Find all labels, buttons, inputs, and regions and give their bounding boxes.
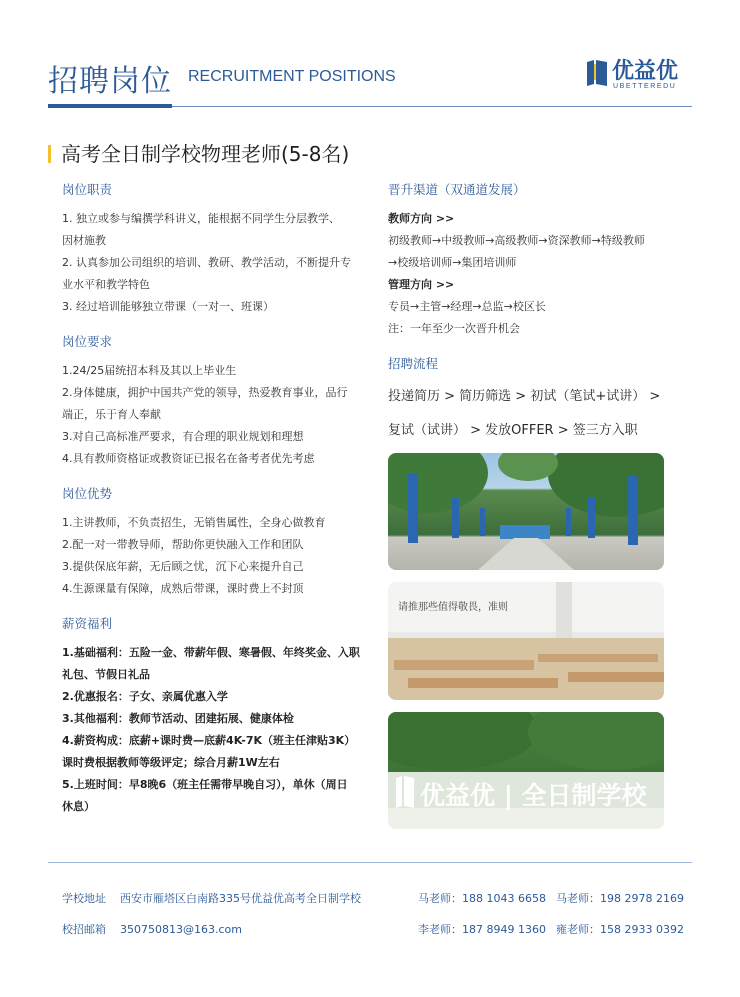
process-line: 复试（试讲） > 发放OFFER > 签三方入职 — [388, 423, 638, 438]
process-section — [388, 354, 688, 446]
classroom-wall-text: 请推那些值得敬畏，准则 — [398, 602, 508, 613]
logo-mark-icon — [586, 58, 608, 88]
manage-track-line: 专员→主管→经理→总监→校区长 — [388, 300, 546, 313]
requirements-line: 2.身体健康，拥护中国共产党的领导，热爱教育事业，品行 — [62, 386, 348, 399]
manage-track-line: 注：一年至少一次晋升机会 — [388, 322, 520, 335]
process-heading: 招聘流程 — [388, 356, 439, 371]
logo-text: 优益优 — [612, 59, 679, 84]
contact-phone[interactable]: 李老师：187 8949 1360 — [418, 923, 546, 936]
teacher-track-heading: 教师方向 >> — [388, 212, 455, 225]
address-value: 西安市雁塔区白南路335号优益优高考全日制学校 — [120, 892, 361, 905]
school-sign-text: 优益优 | 全日制学校 — [420, 781, 647, 810]
duties-line: 3. 经过培训能够独立带课（一对一、班课） — [62, 300, 274, 313]
classroom-illustration — [388, 582, 664, 700]
requirements-section — [62, 332, 362, 470]
header — [48, 56, 692, 108]
right-column — [388, 180, 688, 446]
address-label: 学校地址 — [62, 892, 106, 905]
benefits-section — [62, 614, 362, 818]
advantages-line: 2.配一对一带教导师，帮助你更快融入工作和团队 — [62, 538, 304, 551]
promotion-heading: 晋升渠道（双通道发展） — [388, 182, 526, 197]
benefits-line: 休息） — [62, 800, 95, 813]
benefits-line: 5.上班时间：早8晚6（班主任需带早晚自习），单休（周日 — [62, 778, 348, 791]
contact-phone[interactable]: 马老师：188 1043 6658 — [418, 892, 546, 905]
duties-line: 因材施教 — [62, 234, 106, 247]
promotion-section — [388, 180, 688, 340]
requirements-line: 1.24/25届统招本科及其以上毕业生 — [62, 364, 237, 377]
benefits-line: 4.薪资构成：底薪+课时费—底薪4K-7K（班主任津贴3K） — [62, 734, 356, 747]
contact-phone[interactable]: 马老师：198 2978 2169 — [556, 892, 684, 905]
requirements-heading: 岗位要求 — [62, 334, 113, 349]
classroom-photo — [388, 582, 664, 700]
school-sign-illustration — [388, 712, 664, 829]
teacher-track-line: →校级培训师→集团培训师 — [388, 256, 517, 269]
requirements-line: 3.对自己高标准严要求，有合理的职业规划和理想 — [62, 430, 304, 443]
benefits-line: 礼包、节假日礼品 — [62, 668, 150, 681]
benefits-line: 3.其他福利：教师节活动、团建拓展、健康体检 — [62, 712, 294, 725]
advantages-section — [62, 484, 362, 600]
footer-address — [62, 890, 361, 906]
logo-subtext: UBETTEREDU — [613, 83, 677, 90]
manage-track-heading: 管理方向 >> — [388, 278, 455, 291]
contact-phone[interactable]: 雍老师：158 2933 0392 — [556, 923, 684, 936]
page-title-en: RECRUITMENT POSITIONS — [188, 68, 396, 85]
benefits-heading: 薪资福利 — [62, 616, 113, 631]
footer-email — [62, 921, 242, 937]
benefits-line: 课时费根据教师等级评定；综合月薪1W左右 — [62, 756, 280, 769]
advantages-line: 1.主讲教师，不负责招生，无销售属性，全身心做教育 — [62, 516, 326, 529]
requirements-line: 端正，乐于育人奉献 — [62, 408, 161, 421]
school-sign-photo — [388, 712, 664, 829]
process-line: 投递简历 > 简历筛选 > 初试（笔试+试讲） > — [388, 389, 661, 404]
job-title-text: 高考全日制学校物理老师(5-8名) — [61, 142, 350, 166]
title-accent-bar — [48, 145, 51, 163]
duties-line: 2. 认真参加公司组织的培训、教研、教学活动，不断提升专 — [62, 256, 351, 269]
advantages-heading: 岗位优势 — [62, 486, 113, 501]
job-title — [48, 138, 349, 167]
advantages-line: 3.提供保底年薪，无后顾之忧，沉下心来提升自己 — [62, 560, 304, 573]
campus-path-photo — [388, 453, 664, 570]
teacher-track-line: 初级教师→中级教师→高级教师→资深教师→特级教师 — [388, 234, 645, 247]
benefits-line: 1.基础福利：五险一金、带薪年假、寒暑假、年终奖金、入职 — [62, 646, 360, 659]
footer-divider — [48, 862, 692, 863]
duties-section — [62, 180, 362, 318]
duties-line: 1. 独立或参与编撰学科讲义，能根据不同学生分层教学、 — [62, 212, 340, 225]
page-title: 招聘岗位 — [48, 64, 172, 99]
campus-path-illustration — [388, 453, 664, 570]
benefits-line: 2.优惠报名：子女、亲属优惠入学 — [62, 690, 228, 703]
duties-heading: 岗位职责 — [62, 182, 113, 197]
left-column — [62, 180, 362, 818]
email-label: 校招邮箱 — [62, 923, 106, 936]
brand-logo — [586, 56, 692, 98]
email-value[interactable]: 350750813@163.com — [120, 923, 242, 936]
duties-line: 业水平和教学特色 — [62, 278, 150, 291]
advantages-line: 4.生源课量有保障，成熟后带课，课时费上不封顶 — [62, 582, 304, 595]
header-accent-bar — [48, 104, 172, 108]
requirements-line: 4.具有教师资格证或教资证已报名在备考者优先考虑 — [62, 452, 315, 465]
